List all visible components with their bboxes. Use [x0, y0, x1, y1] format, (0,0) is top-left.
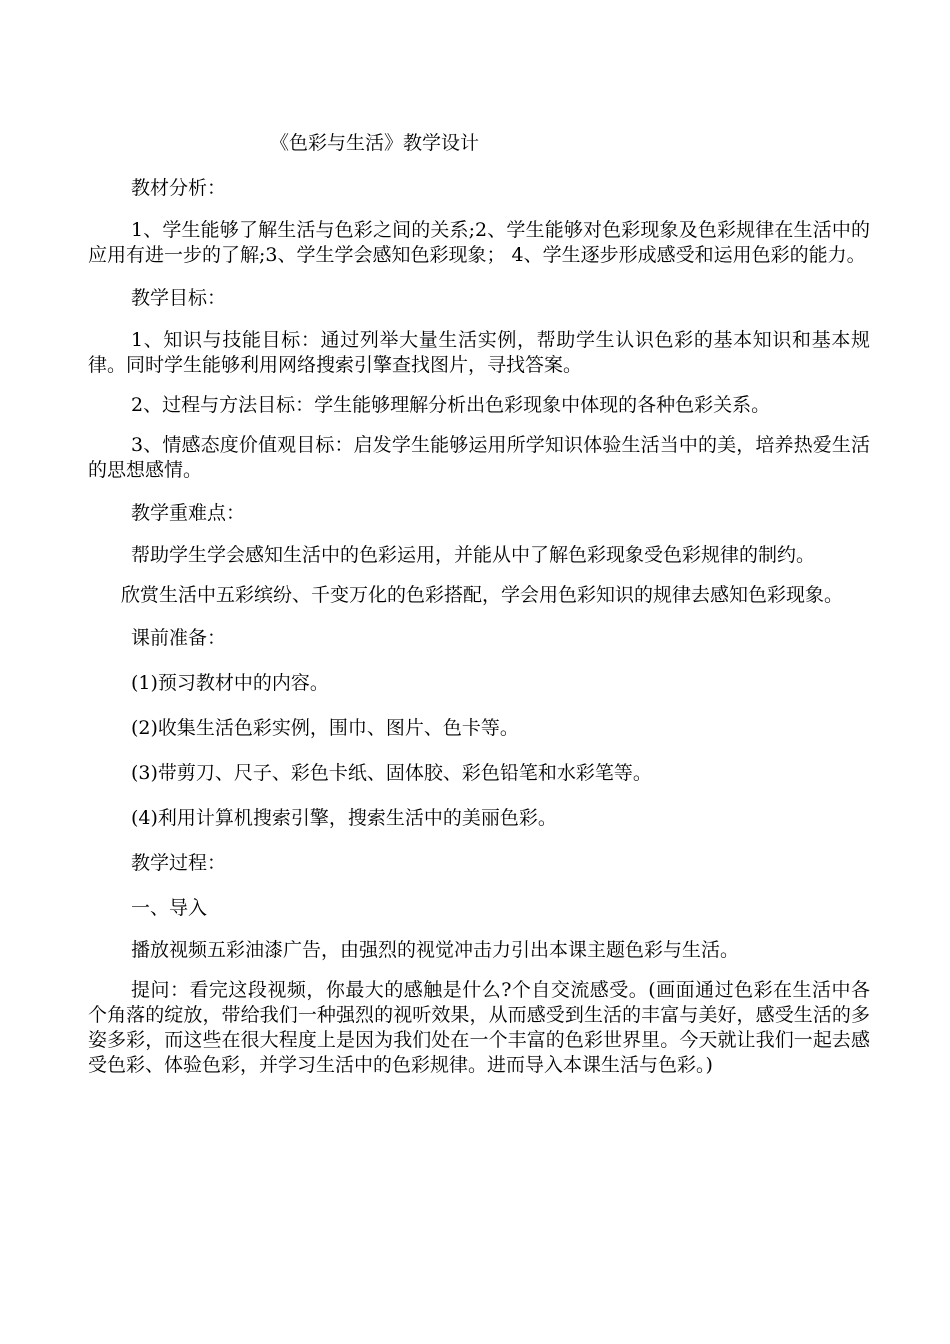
- process-heading: 教学过程：: [131, 852, 227, 874]
- goal-paragraph-2: 2、过程与方法目标：学生能够理解分析出色彩现象中体现的各种色彩关系。: [131, 394, 771, 416]
- key-point-paragraph-2: 欣赏生活中五彩缤纷、千变万化的色彩搭配，学会用色彩知识的规律去感知色彩现象。: [121, 584, 844, 606]
- prep-item-1: (1)预习教材中的内容。: [131, 672, 329, 694]
- key-point-paragraph-1: 帮助学生学会感知生活中的色彩运用，并能从中了解色彩现象受色彩规律的制约。: [131, 544, 816, 566]
- intro-paragraph: 播放视频五彩油漆广告，由强烈的视觉冲击力引出本课主题色彩与生活。: [131, 939, 740, 961]
- prep-item-3: (3)带剪刀、尺子、彩色卡纸、固体胶、彩色铅笔和水彩笔等。: [131, 762, 652, 784]
- intro-heading: 一、导入: [131, 897, 208, 919]
- prep-item-4: (4)利用计算机搜索引擎，搜索生活中的美丽色彩。: [131, 807, 557, 829]
- analysis-paragraph: 1、学生能够了解生活与色彩之间的关系;2、学生能够对色彩现象及色彩规律在生活中的应用有进一步的了解;3、学生学会感知色彩现象； 4、学生逐步形成感受和运用色彩的能力。: [88, 219, 870, 266]
- goal-paragraph-3: 3、情感态度价值观目标：启发学生能够运用所学知识体验生活当中的美，培养热爱生活的思想感情。: [88, 434, 870, 481]
- analysis-heading: 教材分析：: [131, 177, 227, 199]
- prep-item-2: (2)收集生活色彩实例，围巾、图片、色卡等。: [131, 717, 519, 739]
- question-paragraph: 提问：看完这段视频，你最大的感触是什么?个自交流感受。(画面通过色彩在生活中各个角落的绽放，带给我们一种强烈的视听效果，从而感受到生活的丰富与美好，感受生活的多姿多彩，而这些在很大程度上是因为我们处在一个丰富的色彩世界里。今天就让我们一起去感受色彩、体验色彩，并学习生活中的色彩规律。进而导入本课生活与色彩。): [88, 979, 870, 1076]
- prep-heading: 课前准备：: [131, 627, 227, 649]
- key-points-heading: 教学重难点：: [131, 502, 246, 524]
- document-content: [88, 128, 870, 1093]
- goals-heading: 教学目标：: [131, 287, 227, 309]
- document-title: 《色彩与生活》教学设计: [270, 132, 480, 154]
- goal-paragraph-1: 1、知识与技能目标：通过列举大量生活实例，帮助学生认识色彩的基本知识和基本规律。同时学生能够利用网络搜索引擎查找图片，寻找答案。: [88, 329, 870, 376]
